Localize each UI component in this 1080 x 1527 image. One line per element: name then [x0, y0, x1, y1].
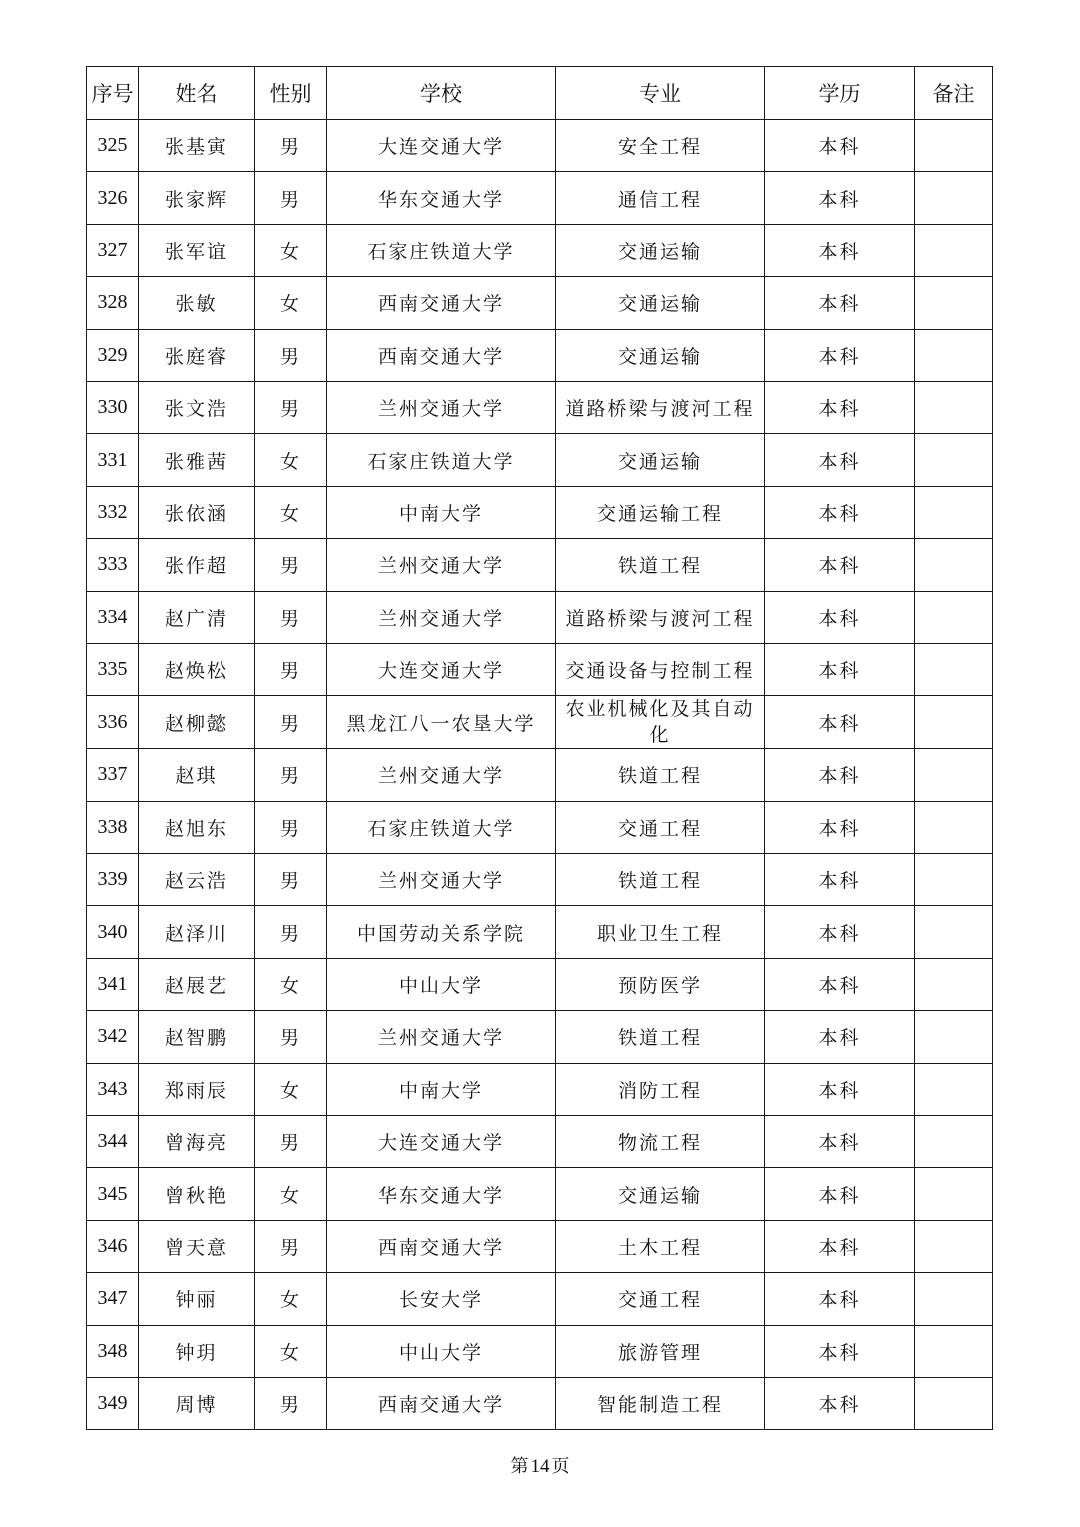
- cell-gender: 男: [255, 1011, 327, 1063]
- cell-note: [915, 696, 993, 749]
- cell-no: 340: [87, 906, 139, 958]
- cell-degree: 本科: [765, 643, 915, 695]
- cell-note: [915, 172, 993, 224]
- cell-no: 331: [87, 434, 139, 486]
- cell-major: 交通运输: [556, 224, 765, 276]
- cell-school: 长安大学: [327, 1273, 556, 1325]
- cell-school: 中国劳动关系学院: [327, 906, 556, 958]
- cell-school: 兰州交通大学: [327, 591, 556, 643]
- cell-no: 344: [87, 1116, 139, 1168]
- cell-degree: 本科: [765, 486, 915, 538]
- table-row: [87, 1168, 993, 1220]
- cell-degree: 本科: [765, 172, 915, 224]
- table-row: [87, 1116, 993, 1168]
- table-row: [87, 1220, 993, 1272]
- cell-school: 中山大学: [327, 1325, 556, 1377]
- cell-note: [915, 434, 993, 486]
- cell-major: 智能制造工程: [556, 1377, 765, 1429]
- cell-gender: 男: [255, 539, 327, 591]
- cell-name: 郑雨辰: [139, 1063, 255, 1115]
- cell-major: 道路桥梁与渡河工程: [556, 381, 765, 433]
- cell-no: 346: [87, 1220, 139, 1272]
- cell-school: 黑龙江八一农垦大学: [327, 696, 556, 749]
- cell-major: 交通运输: [556, 434, 765, 486]
- page-footer: [0, 1452, 1080, 1478]
- cell-gender: 男: [255, 696, 327, 749]
- cell-name: 赵展艺: [139, 958, 255, 1010]
- cell-school: 中南大学: [327, 1063, 556, 1115]
- table-row: [87, 1325, 993, 1377]
- cell-no: 335: [87, 643, 139, 695]
- cell-no: 327: [87, 224, 139, 276]
- cell-no: 338: [87, 801, 139, 853]
- table-row: [87, 1273, 993, 1325]
- cell-gender: 女: [255, 224, 327, 276]
- cell-major: 通信工程: [556, 172, 765, 224]
- cell-gender: 女: [255, 1168, 327, 1220]
- cell-gender: 男: [255, 381, 327, 433]
- table-row: [87, 1063, 993, 1115]
- header-major: 专业: [556, 67, 765, 120]
- cell-major: 消防工程: [556, 1063, 765, 1115]
- header-note: 备注: [915, 67, 993, 120]
- cell-name: 张雅茜: [139, 434, 255, 486]
- cell-major: 铁道工程: [556, 539, 765, 591]
- cell-name: 张家辉: [139, 172, 255, 224]
- cell-note: [915, 643, 993, 695]
- cell-school: 兰州交通大学: [327, 539, 556, 591]
- cell-no: 336: [87, 696, 139, 749]
- table-row: [87, 1011, 993, 1063]
- cell-name: 赵焕松: [139, 643, 255, 695]
- cell-no: 341: [87, 958, 139, 1010]
- cell-gender: 女: [255, 1325, 327, 1377]
- cell-gender: 男: [255, 591, 327, 643]
- cell-degree: 本科: [765, 539, 915, 591]
- cell-name: 张作超: [139, 539, 255, 591]
- cell-name: 张敏: [139, 277, 255, 329]
- table-row: [87, 906, 993, 958]
- cell-major: 道路桥梁与渡河工程: [556, 591, 765, 643]
- cell-note: [915, 591, 993, 643]
- cell-major: 交通工程: [556, 1273, 765, 1325]
- cell-gender: 男: [255, 749, 327, 801]
- cell-school: 大连交通大学: [327, 120, 556, 172]
- cell-note: [915, 1325, 993, 1377]
- cell-degree: 本科: [765, 120, 915, 172]
- cell-major: 铁道工程: [556, 1011, 765, 1063]
- cell-name: 张依涵: [139, 486, 255, 538]
- cell-name: 钟丽: [139, 1273, 255, 1325]
- cell-degree: 本科: [765, 434, 915, 486]
- cell-major: 土木工程: [556, 1220, 765, 1272]
- cell-note: [915, 1273, 993, 1325]
- roster-body: [87, 120, 993, 1430]
- cell-no: 333: [87, 539, 139, 591]
- cell-note: [915, 486, 993, 538]
- cell-gender: 女: [255, 486, 327, 538]
- table-row: [87, 749, 993, 801]
- cell-note: [915, 801, 993, 853]
- cell-school: 华东交通大学: [327, 172, 556, 224]
- cell-no: 326: [87, 172, 139, 224]
- header-no: 序号: [87, 67, 139, 120]
- cell-name: 赵泽川: [139, 906, 255, 958]
- cell-major: 铁道工程: [556, 749, 765, 801]
- cell-school: 兰州交通大学: [327, 854, 556, 906]
- cell-no: 332: [87, 486, 139, 538]
- cell-gender: 男: [255, 643, 327, 695]
- cell-note: [915, 1377, 993, 1429]
- table-row: [87, 539, 993, 591]
- cell-major: 交通运输: [556, 277, 765, 329]
- cell-school: 西南交通大学: [327, 1377, 556, 1429]
- cell-no: 334: [87, 591, 139, 643]
- cell-name: 张基寅: [139, 120, 255, 172]
- cell-note: [915, 539, 993, 591]
- cell-gender: 男: [255, 801, 327, 853]
- cell-note: [915, 381, 993, 433]
- cell-gender: 男: [255, 329, 327, 381]
- cell-school: 中南大学: [327, 486, 556, 538]
- cell-no: 337: [87, 749, 139, 801]
- cell-gender: 女: [255, 958, 327, 1010]
- cell-degree: 本科: [765, 1116, 915, 1168]
- header-degree: 学历: [765, 67, 915, 120]
- cell-school: 西南交通大学: [327, 1220, 556, 1272]
- cell-note: [915, 120, 993, 172]
- cell-name: 张军谊: [139, 224, 255, 276]
- cell-no: 347: [87, 1273, 139, 1325]
- cell-degree: 本科: [765, 1011, 915, 1063]
- cell-degree: 本科: [765, 1325, 915, 1377]
- cell-gender: 男: [255, 1377, 327, 1429]
- cell-no: 343: [87, 1063, 139, 1115]
- cell-school: 石家庄铁道大学: [327, 434, 556, 486]
- cell-degree: 本科: [765, 749, 915, 801]
- table-row: [87, 854, 993, 906]
- page-number: 14: [530, 1456, 550, 1477]
- cell-school: 华东交通大学: [327, 1168, 556, 1220]
- cell-degree: 本科: [765, 801, 915, 853]
- cell-no: 339: [87, 854, 139, 906]
- cell-degree: 本科: [765, 1377, 915, 1429]
- cell-note: [915, 1168, 993, 1220]
- cell-note: [915, 854, 993, 906]
- cell-no: 349: [87, 1377, 139, 1429]
- cell-degree: 本科: [765, 1273, 915, 1325]
- cell-major: 交通设备与控制工程: [556, 643, 765, 695]
- cell-school: 大连交通大学: [327, 1116, 556, 1168]
- cell-gender: 男: [255, 1116, 327, 1168]
- cell-major: 交通工程: [556, 801, 765, 853]
- cell-note: [915, 1063, 993, 1115]
- cell-major: 交通运输: [556, 329, 765, 381]
- cell-major: 铁道工程: [556, 854, 765, 906]
- cell-degree: 本科: [765, 906, 915, 958]
- cell-degree: 本科: [765, 696, 915, 749]
- cell-degree: 本科: [765, 329, 915, 381]
- cell-degree: 本科: [765, 277, 915, 329]
- cell-major: 职业卫生工程: [556, 906, 765, 958]
- cell-no: 330: [87, 381, 139, 433]
- cell-major: 旅游管理: [556, 1325, 765, 1377]
- cell-name: 赵广清: [139, 591, 255, 643]
- table-row: [87, 801, 993, 853]
- cell-school: 兰州交通大学: [327, 749, 556, 801]
- cell-name: 钟玥: [139, 1325, 255, 1377]
- cell-gender: 男: [255, 854, 327, 906]
- cell-no: 329: [87, 329, 139, 381]
- table-row: [87, 958, 993, 1010]
- cell-gender: 男: [255, 906, 327, 958]
- table-row: [87, 329, 993, 381]
- cell-note: [915, 329, 993, 381]
- header-gender: 性别: [255, 67, 327, 120]
- cell-school: 石家庄铁道大学: [327, 801, 556, 853]
- cell-degree: 本科: [765, 591, 915, 643]
- table-row: [87, 591, 993, 643]
- cell-degree: 本科: [765, 381, 915, 433]
- cell-name: 周博: [139, 1377, 255, 1429]
- cell-no: 342: [87, 1011, 139, 1063]
- cell-degree: 本科: [765, 224, 915, 276]
- cell-note: [915, 224, 993, 276]
- cell-note: [915, 906, 993, 958]
- cell-major: 交通运输: [556, 1168, 765, 1220]
- cell-gender: 女: [255, 1063, 327, 1115]
- cell-school: 大连交通大学: [327, 643, 556, 695]
- cell-degree: 本科: [765, 958, 915, 1010]
- cell-name: 曾秋艳: [139, 1168, 255, 1220]
- cell-note: [915, 277, 993, 329]
- header-row: [87, 67, 993, 120]
- table-row: [87, 696, 993, 749]
- cell-name: 张庭睿: [139, 329, 255, 381]
- cell-degree: 本科: [765, 1220, 915, 1272]
- cell-no: 328: [87, 277, 139, 329]
- cell-degree: 本科: [765, 1168, 915, 1220]
- footer-prefix: 第: [510, 1456, 529, 1477]
- cell-name: 赵旭东: [139, 801, 255, 853]
- cell-name: 曾海亮: [139, 1116, 255, 1168]
- cell-school: 兰州交通大学: [327, 1011, 556, 1063]
- header-name: 姓名: [139, 67, 255, 120]
- cell-gender: 男: [255, 1220, 327, 1272]
- cell-name: 赵琪: [139, 749, 255, 801]
- cell-no: 325: [87, 120, 139, 172]
- cell-gender: 女: [255, 277, 327, 329]
- cell-no: 348: [87, 1325, 139, 1377]
- cell-name: 曾天意: [139, 1220, 255, 1272]
- cell-note: [915, 1011, 993, 1063]
- table-row: [87, 1377, 993, 1429]
- cell-note: [915, 1116, 993, 1168]
- cell-note: [915, 749, 993, 801]
- cell-major: 农业机械化及其自动化: [556, 696, 765, 749]
- cell-name: 赵柳懿: [139, 696, 255, 749]
- table-row: [87, 172, 993, 224]
- cell-name: 赵云浩: [139, 854, 255, 906]
- cell-school: 西南交通大学: [327, 329, 556, 381]
- cell-school: 兰州交通大学: [327, 381, 556, 433]
- cell-degree: 本科: [765, 854, 915, 906]
- cell-name: 张文浩: [139, 381, 255, 433]
- table-row: [87, 120, 993, 172]
- cell-name: 赵智鹏: [139, 1011, 255, 1063]
- cell-major: 安全工程: [556, 120, 765, 172]
- table-row: [87, 486, 993, 538]
- cell-gender: 女: [255, 434, 327, 486]
- roster-table: [86, 66, 993, 1430]
- cell-school: 石家庄铁道大学: [327, 224, 556, 276]
- table-row: [87, 643, 993, 695]
- cell-note: [915, 958, 993, 1010]
- table-row: [87, 381, 993, 433]
- cell-note: [915, 1220, 993, 1272]
- cell-school: 中山大学: [327, 958, 556, 1010]
- table-row: [87, 224, 993, 276]
- footer-suffix: 页: [551, 1456, 570, 1477]
- cell-school: 西南交通大学: [327, 277, 556, 329]
- table-row: [87, 434, 993, 486]
- cell-gender: 男: [255, 172, 327, 224]
- cell-major: 交通运输工程: [556, 486, 765, 538]
- cell-gender: 男: [255, 120, 327, 172]
- table-row: [87, 277, 993, 329]
- cell-no: 345: [87, 1168, 139, 1220]
- header-school: 学校: [327, 67, 556, 120]
- cell-degree: 本科: [765, 1063, 915, 1115]
- cell-gender: 女: [255, 1273, 327, 1325]
- cell-major: 预防医学: [556, 958, 765, 1010]
- cell-major: 物流工程: [556, 1116, 765, 1168]
